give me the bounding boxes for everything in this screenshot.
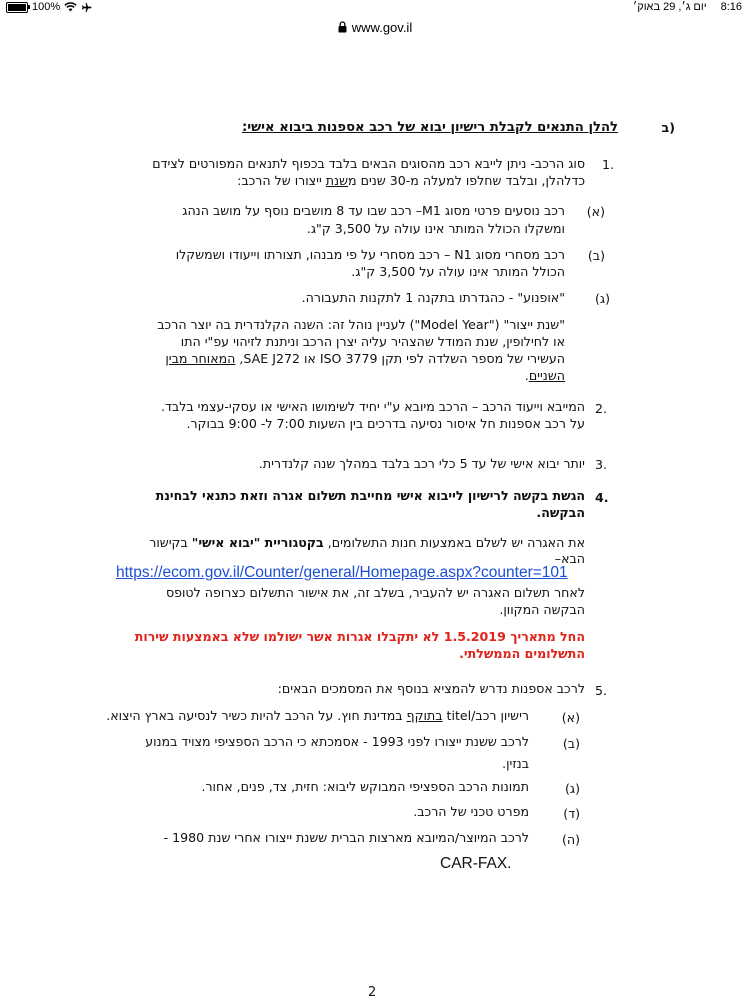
item1-line1: סוג הרכב- ניתן לייבא רכב מהסוגים הבאים בלבד בכפוף לתנאים המפורטים לצידם [152,156,585,171]
model-year-line3: העשירי של מספר השלדה לפי תקן ISO 3779 או SAE J272, המאוחר מבין [165,351,565,366]
payment-notice-line1: החל מתאריך 1.5.2019 לא יתקבלו אגרות אשר ישולמו שלא באמצעות שירות [134,629,585,644]
sub-label-b: (ב) [587,248,605,263]
item1b-line2: הכולל המותר אינו עולה על 3,500 ק"ג. [351,264,565,279]
item5-line1: לרכב אספנות נדרש להמציא בנוסף את המסמכים הבאים: [277,681,585,696]
status-left [6,1,92,13]
item4-line1: הגשת בקשה לרישיון לייבוא אישי מחייבת תשלום אגרה וזאת כתנאי לבחינת [155,488,585,503]
section-label: ב) [661,120,675,135]
item1a-line2: ומשקלו הכולל המותר אינו עולה על 3,500 ק"ג. [306,221,565,236]
battery-level [8,4,26,11]
item1b-line1: רכב מסחרי מסוג N1 – רכב מסחרי על פי מבנהו, תצורתו וייעודו ושמשקלו [175,247,565,262]
item2-line1: המייבא וייעוד הרכב – הרכב מיובא ע"י יחיד לשימושו האישי או עסקי-עצמי בלבד. [161,399,585,414]
sub-label-e: (ה) [561,832,580,847]
address-bar[interactable] [0,16,750,38]
carfax-label: CAR-FAX. [440,855,512,872]
item5a-text: רישיון רכב/titel בתוקף במדינת חוץ. על הרכב להיות כשיר לנסיעה בארץ היצוא. [106,708,529,723]
item-number: 5. [595,683,608,698]
lock-icon [338,21,347,33]
status-time: 8:16 [720,1,742,13]
item2-line2: על רכב אספנות חל איסור נסיעה בדרכים בין השעות 7:00 ל- 9:00 בבוקר. [186,416,585,431]
item-number: 1. [602,157,615,172]
item-number: 4. [595,490,609,505]
model-year-line2: או לחילופין, שנת המודל שהצהיר עליה יצרן הרכב וניתנת לזיהוי עפ"י התו [180,334,565,349]
section-title: להלן התנאים לקבלת רישיון יבוא של רכב אספנות ביבוא אישי: [241,120,618,135]
item1a-line1: רכב נוסעים פרטי מסוג M1– רכב שבו עד 8 מושבים נוסף על מושב הנהג [182,203,565,218]
item5b-line2: בנזין. [502,756,529,771]
item4-p1-line2: הבא– [554,551,585,566]
sub-label-d: (ד) [563,806,580,821]
payment-link[interactable]: https://ecom.gov.il/Counter/general/Homepage.aspx?counter=101 [116,564,568,581]
item4-p2-line2: הבקשה המקוון. [499,602,585,617]
sub-label-a: (א) [561,710,580,725]
wifi-icon [64,2,77,12]
item4-p1-line1: את האגרה יש לשלם באמצעות חנות התשלומים, בקטגוריית "יבוא אישי" בקישור [149,535,585,550]
item5c-text: תמונות הרכב הספציפי המבוקש ליבוא: חזית, צד, פנים, אחור. [201,779,529,794]
sub-label-b: (ב) [562,736,580,751]
item1c-line: "אופנוע" - כהגדרתו בתקנה 1 לתקנות התעבורה. [301,290,565,305]
model-year-line1: "שנת ייצור" ("Model Year") לעניין נוהל זה: השנה הקלנדרית בה יוצר הרכב [157,317,565,332]
status-bar [0,0,750,16]
sub-label-a: (א) [586,204,605,219]
item4-line2: הבקשה. [536,505,585,520]
item5e-text: לרכב המיוצר/המיובא מארצות הברית ששנת ייצורו אחרי שנת 1980 - [163,830,529,845]
item3-line1: יותר יבוא אישי של עד 5 כלי רכב בלבד במהלך שנה קלנדרית. [258,456,585,471]
url-text[interactable]: www.gov.il [351,19,413,35]
item-number: 2. [595,401,608,416]
airplane-icon [81,2,92,13]
page-number: 2 [368,985,377,1000]
status-date: יום ג׳, 29 באוק׳ [632,1,707,13]
item4-p2-line1: לאחר תשלום האגרה יש להעביר, בשלב זה, את אישור התשלום כצרופה לטופס [165,585,585,600]
battery-icon [6,2,28,13]
item5d-text: מפרט טכני של הרכב. [413,804,529,819]
item1-line2: כדלהלן, ובלבד שחלפו למעלה מ-30 שנים משנת ייצורו של הרכב: [237,173,585,188]
model-year-line4: השניים. [524,368,565,383]
item5b-line1: לרכב ששנת ייצורו לפני 1993 - אסמכתא כי הרכב הספציפי מצויד במנוע [145,734,529,749]
payment-notice-line2: התשלומים הממשלתי. [459,646,585,661]
item-number: 3. [595,457,608,472]
sub-label-c: (ג) [564,781,580,796]
status-right [633,1,742,13]
battery-percent: 100% [32,1,61,13]
sub-label-c: (ג) [594,291,610,306]
